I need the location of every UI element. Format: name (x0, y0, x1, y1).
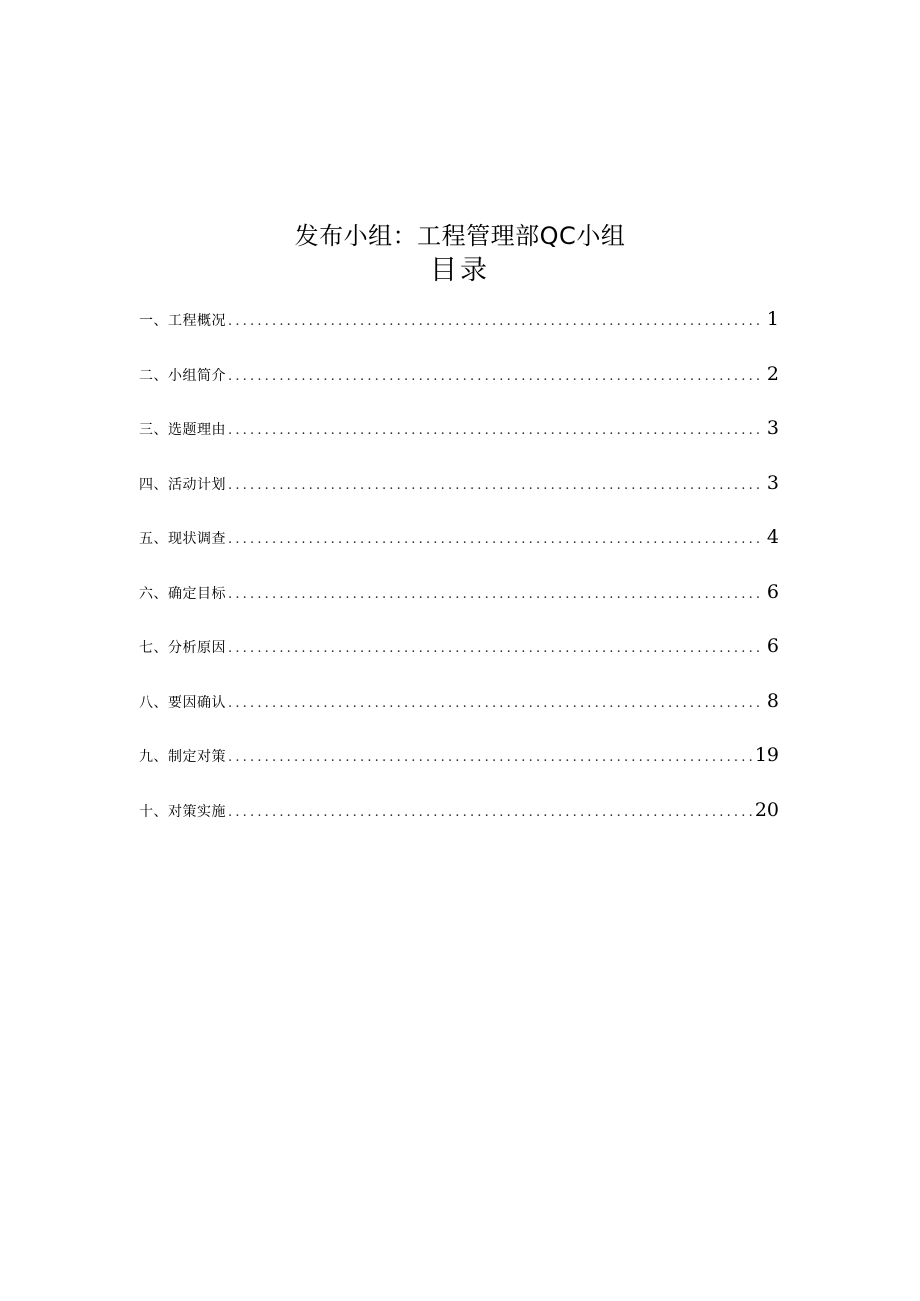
dot-leader (228, 478, 764, 493)
toc-entry-page: 8 (766, 689, 779, 712)
toc-entry-label: 五、现状调查 (139, 531, 226, 547)
toc-entry[interactable] (139, 799, 779, 854)
toc-entry[interactable] (139, 526, 779, 581)
toc-entry-page: 2 (766, 362, 779, 385)
toc-entry-label: 八、要因确认 (139, 694, 226, 711)
toc-entry-page: 20 (754, 798, 779, 821)
dot-leader (228, 423, 764, 438)
toc-entry-label: 三、选题理由 (139, 422, 226, 438)
document-title: 发布小组：工程管理部QC小组 (294, 222, 626, 250)
dot-leader (228, 805, 752, 820)
table-of-contents (139, 308, 779, 853)
toc-entry-label: 六、确定目标 (139, 585, 226, 602)
toc-entry-page: 1 (766, 308, 779, 330)
toc-entry-page: 3 (766, 471, 779, 494)
toc-entry-page: 19 (754, 744, 779, 766)
toc-entry[interactable] (139, 308, 779, 363)
toc-entry[interactable] (139, 690, 779, 745)
toc-entry-page: 4 (766, 526, 779, 548)
dot-leader (228, 369, 764, 384)
toc-entry[interactable] (139, 472, 779, 527)
dot-leader (228, 314, 764, 329)
toc-entry-label: 十、对策实施 (139, 803, 226, 820)
toc-entry[interactable] (139, 581, 779, 636)
toc-entry-page: 6 (766, 635, 779, 657)
dot-leader (228, 641, 764, 656)
toc-entry-label: 二、小组简介 (139, 367, 226, 384)
toc-heading: 目录 (430, 255, 490, 286)
dot-leader (228, 532, 764, 547)
dot-leader (228, 750, 752, 765)
toc-entry-page: 6 (766, 580, 779, 603)
dot-leader (228, 587, 764, 602)
toc-entry-label: 七、分析原因 (139, 640, 226, 656)
toc-entry-page: 3 (766, 417, 779, 439)
dot-leader (228, 696, 764, 711)
toc-entry[interactable] (139, 363, 779, 418)
toc-entry[interactable] (139, 635, 779, 690)
toc-entry-label: 九、制定对策 (139, 749, 226, 765)
toc-entry[interactable] (139, 417, 779, 472)
toc-entry-label: 一、工程概况 (139, 313, 226, 329)
toc-entry[interactable] (139, 744, 779, 799)
toc-entry-label: 四、活动计划 (139, 476, 226, 493)
